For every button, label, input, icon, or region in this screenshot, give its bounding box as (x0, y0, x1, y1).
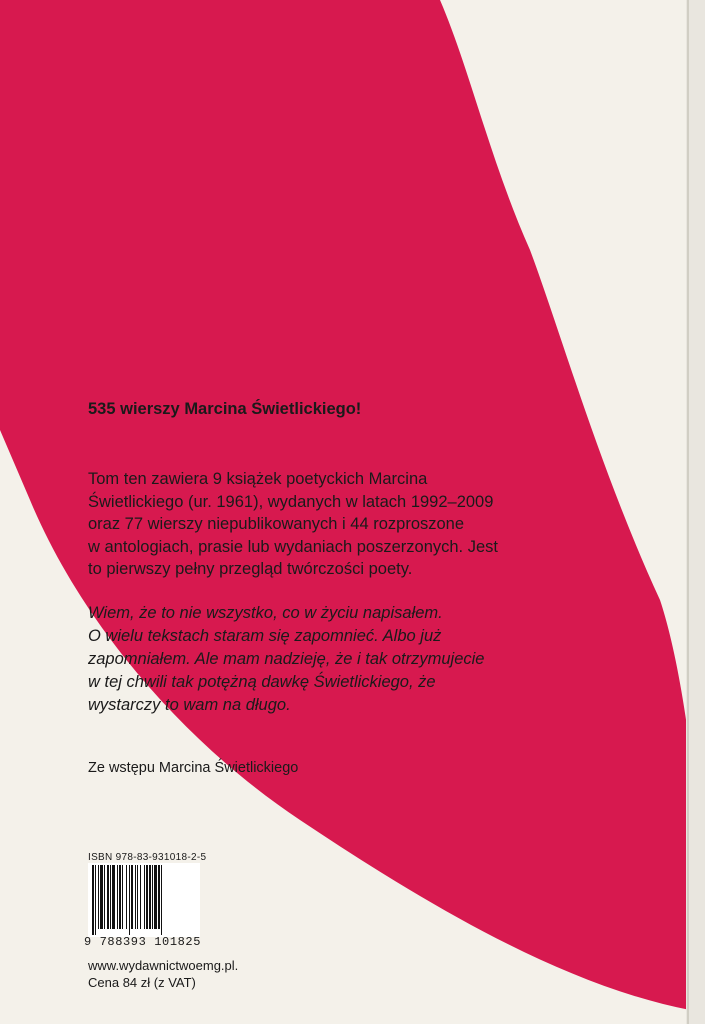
barcode-bar (126, 865, 127, 929)
barcode-bar (117, 865, 118, 929)
description-paragraph (88, 468, 648, 581)
quote-source: Ze wstępu Marcina Świetlickiego (88, 760, 299, 776)
price: Cena 84 zł (z VAT) (88, 975, 196, 990)
barcode-bar (131, 865, 133, 929)
barcode-bar (95, 865, 96, 935)
spine-edge (686, 0, 705, 1024)
barcode-bar (122, 865, 123, 929)
headline: 535 wierszy Marcina Świetlickiego! (88, 400, 362, 418)
description-line: to pierwszy pełny przegląd twórczości poety. (88, 560, 413, 578)
quote-line: w tej chwili tak potężną dawkę Świetlickiego, że (88, 673, 436, 691)
barcode-bar (144, 865, 145, 929)
barcode-bar (119, 865, 121, 929)
barcode-bar (161, 865, 162, 935)
barcode-digits: 9 788393 101825 (84, 935, 202, 949)
isbn-label: ISBN 978-83-931018-2-5 (88, 852, 207, 863)
barcode-bar (98, 865, 99, 929)
description-line: w antologiach, prasie lub wydaniach poszerzonych. Jest (88, 537, 498, 556)
barcode-bar (112, 865, 115, 929)
description-line: Świetlickiego (ur. 1961), wydanych w latach 1992–2009 (88, 492, 494, 511)
barcode-bar (154, 865, 157, 929)
quote-line: wystarczy to wam na długo. (88, 696, 291, 714)
description-line: oraz 77 wierszy niepublikowanych i 44 rozproszone (88, 515, 465, 533)
barcode-bar (152, 865, 153, 929)
barcode-bar (100, 865, 103, 929)
author-quote (88, 602, 648, 717)
description-line: Tom ten zawiera 9 książek poetyckich Marcina (88, 470, 428, 488)
barcode-bar (110, 865, 111, 929)
barcode-bar (158, 865, 160, 929)
barcode-bar (149, 865, 151, 929)
barcode-bar (146, 865, 148, 929)
barcode-bar (137, 865, 138, 929)
quote-line: Wiem, że to nie wszystko, co w życiu napisałem. (88, 604, 443, 622)
barcode-bar (92, 865, 94, 935)
barcode-bar (107, 865, 109, 929)
barcode-bar (104, 865, 105, 929)
barcode-bar (140, 865, 141, 929)
publisher-website: www.wydawnictwoemg.pl. (88, 958, 239, 973)
barcode-bar (129, 865, 130, 935)
quote-line: zapomniałem. Ale mam nadzieję, że i tak otrzymujecie (88, 650, 485, 668)
quote-line: O wielu tekstach staram się zapomnieć. Albo już (88, 627, 442, 645)
barcode-bar (135, 865, 136, 929)
barcode (88, 863, 200, 937)
